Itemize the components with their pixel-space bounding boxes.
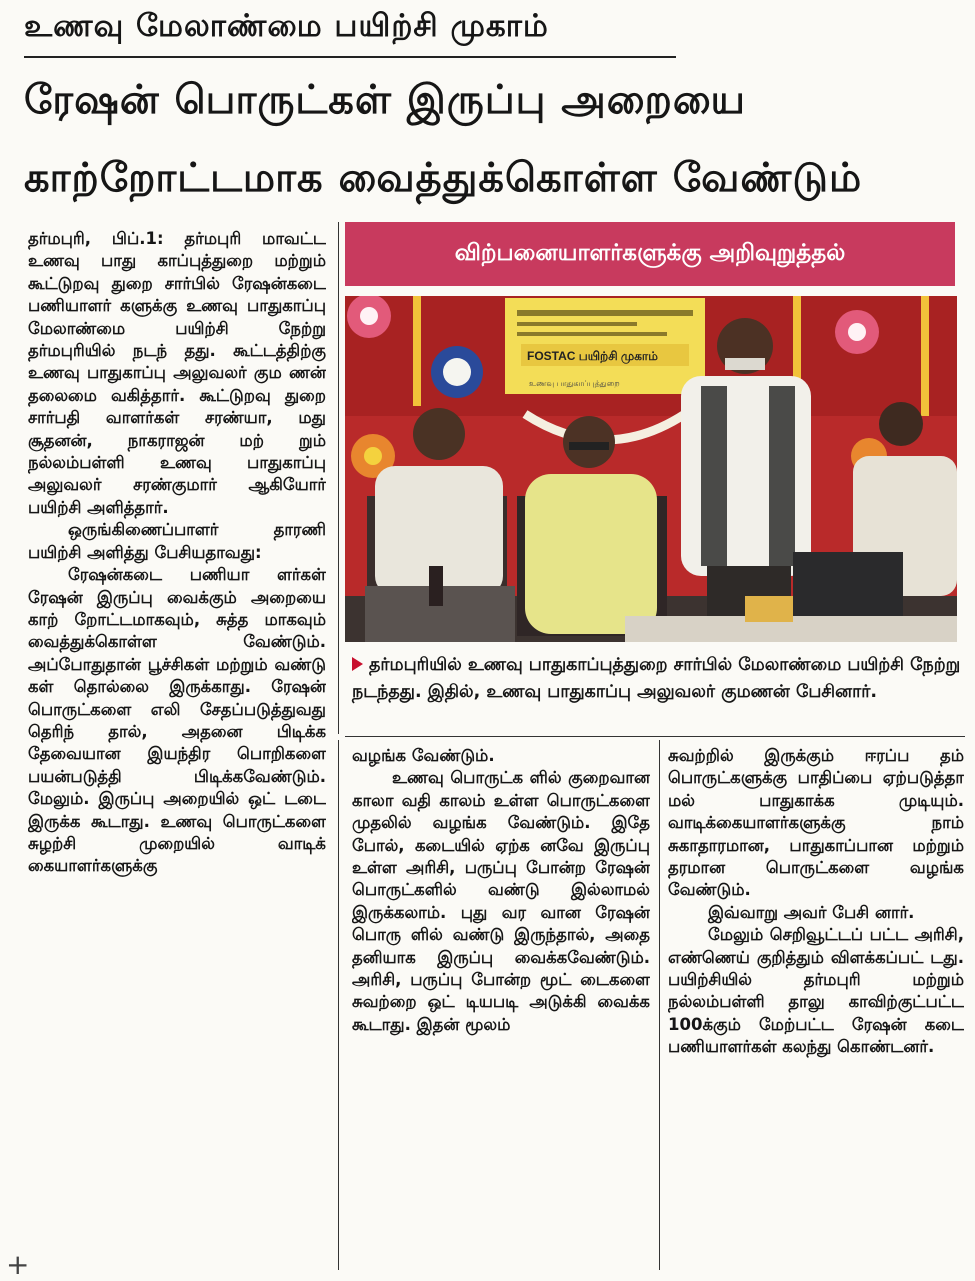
article-column-3 [668, 745, 964, 1265]
column-divider-2 [659, 740, 660, 1270]
column-divider-vertical [338, 222, 339, 734]
article-column-1 [28, 228, 326, 1272]
photo-caption [352, 652, 964, 706]
col1-paragraph: ஒருங்கிணைப்பாளர் தாரணி பயிற்சி அளித்து பேசியதாவது: [28, 520, 326, 562]
col3-paragraph: இவ்வாறு அவர் பேசி னார். [708, 902, 915, 922]
subhead-text: விற்பனையாளர்களுக்கு அறிவுறுத்தல் [454, 239, 846, 266]
caption-divider [345, 736, 965, 737]
col1-paragraph: ரேஷன்கடை பணியா ளர்கள் ரேஷன் இருப்பு வைக்கும் அறையை காற் றோட்டமாகவும், சுத்த மாகவும் வைத்துக்கொள்ள வேண்டும். அப்போதுதான் பூச்சிகள் மற்றும் வண்டு கள் தொல்லை இருக்காது. ரேஷன் பொருட்களை எலி சேதப்படுத்துவது தெரிந் தால், அதனை பிடிக்க தேவையான இயந்திர பொறிகளை பயன்படுத்தி பிடிக்கவேண்டும். மேலும். இருப்பு அறையில் ஒட் டடை இருக்க கூடாது. உணவு பொருட்களை சுழற்சி முறையில் வாடிக் கையாளர்களுக்கு [28, 565, 326, 876]
article-column-2 [352, 745, 650, 1265]
caption-marker-icon [352, 657, 363, 671]
banner-subtitle: உணவு பாதுகாப்புத்துறை [529, 379, 620, 388]
crop-mark-icon: + [6, 1248, 30, 1281]
col3-paragraph: சுவற்றில் இருக்கும் ஈரப்ப தம் பொருட்களுக்கு பாதிப்பை ஏற்படுத்தா மல் பாதுகாக்க முடியும். வாடிக்கையாளர்களுக்கு நாம் சுகாதாரமான, பாதுகாப்பான மற்றும் தரமான பொருட்களை வழங்க வேண்டும். [668, 746, 964, 900]
headline-line-1: ரேஷன் பொருட்கள் இருப்பு அறையை [24, 77, 746, 123]
kicker-heading: உணவு மேலாண்மை பயிற்சி முகாம் [24, 8, 549, 44]
col2-paragraph: உணவு பொருட்க ளில் குறைவான காலா வதி காலம் உள்ள பொருட்களை முதலில் வழங்க வேண்டும். இதே போல், கடையில் ஏற்க னவே இருப்பு உள்ள அரிசி, பருப்பு போன்ற ரேஷன் பொருட்களில் வண்டு இல்லாமல் இருக்கலாம். புது வர வான ரேஷன் பொரு ளில் வண்டு இருந்தால், அதை தனியாக இருப்பு வைக்கவேண்டும். அரிசி, பருப்பு போன்ற மூட் டைகளை சுவற்றை ஒட் டியபடி அடுக்கி வைக்க கூடாது. இதன் மூலம் [352, 768, 650, 1034]
event-photo-illustration [345, 296, 957, 642]
subhead-banner [345, 222, 955, 286]
headline-line-2: காற்றோட்டமாக வைத்துக்கொள்ள வேண்டும் [24, 155, 863, 201]
column-divider-1 [338, 740, 339, 1270]
event-photo [345, 296, 957, 642]
col3-paragraph: மேலும் செறிவூட்டப் பட்ட அரிசி, எண்ணெய் குறித்தும் விளக்கப்பட் டது. பயிற்சியில் தர்மபுரி மற்றும் நல்லம்பள்ளி தாலு காவிற்குட்பட்ட 100க்கும் மேற்பட்ட ரேஷன் கடை பணியாளர்கள் கலந்து கொண்டனர். [668, 925, 964, 1057]
col2-paragraph: வழங்க வேண்டும். [352, 746, 495, 765]
col1-paragraph: தர்மபுரி, பிப்.1: தர்மபுரி மாவட்ட உணவு பாது காப்புத்துறை மற்றும் கூட்டுறவு துறை சார்பில் ரேஷன்கடை பணியாளர் களுக்கு உணவு பாதுகாப்பு மேலாண்மை பயிற்சி நேற்று தர்மபுரியில் நடந் தது. கூட்டத்திற்கு உணவு பாதுகாப்பு அலுவலர் கும ணன் தலைமை வகித்தார். கூட்டுறவு துறை சார்பதி வாளர்கள் சரண்யா, மது சூதனன், நாகராஜன் மற் றும் நல்லம்பள்ளி உணவு பாதுகாப்பு அலுவலர் சரண்குமார் ஆகியோர் பயிற்சி அளித்தார். [28, 229, 326, 517]
caption-text: தர்மபுரியில் உணவு பாதுகாப்புத்துறை சார்பில் மேலாண்மை பயிற்சி நேற்று நடந்தது. இதில், உணவு பாதுகாப்பு அலுவலர் குமணன் பேசினார். [352, 655, 961, 702]
kicker-underline [24, 56, 676, 58]
banner-title: FOSTAC பயிற்சி முகாம் [527, 349, 658, 363]
